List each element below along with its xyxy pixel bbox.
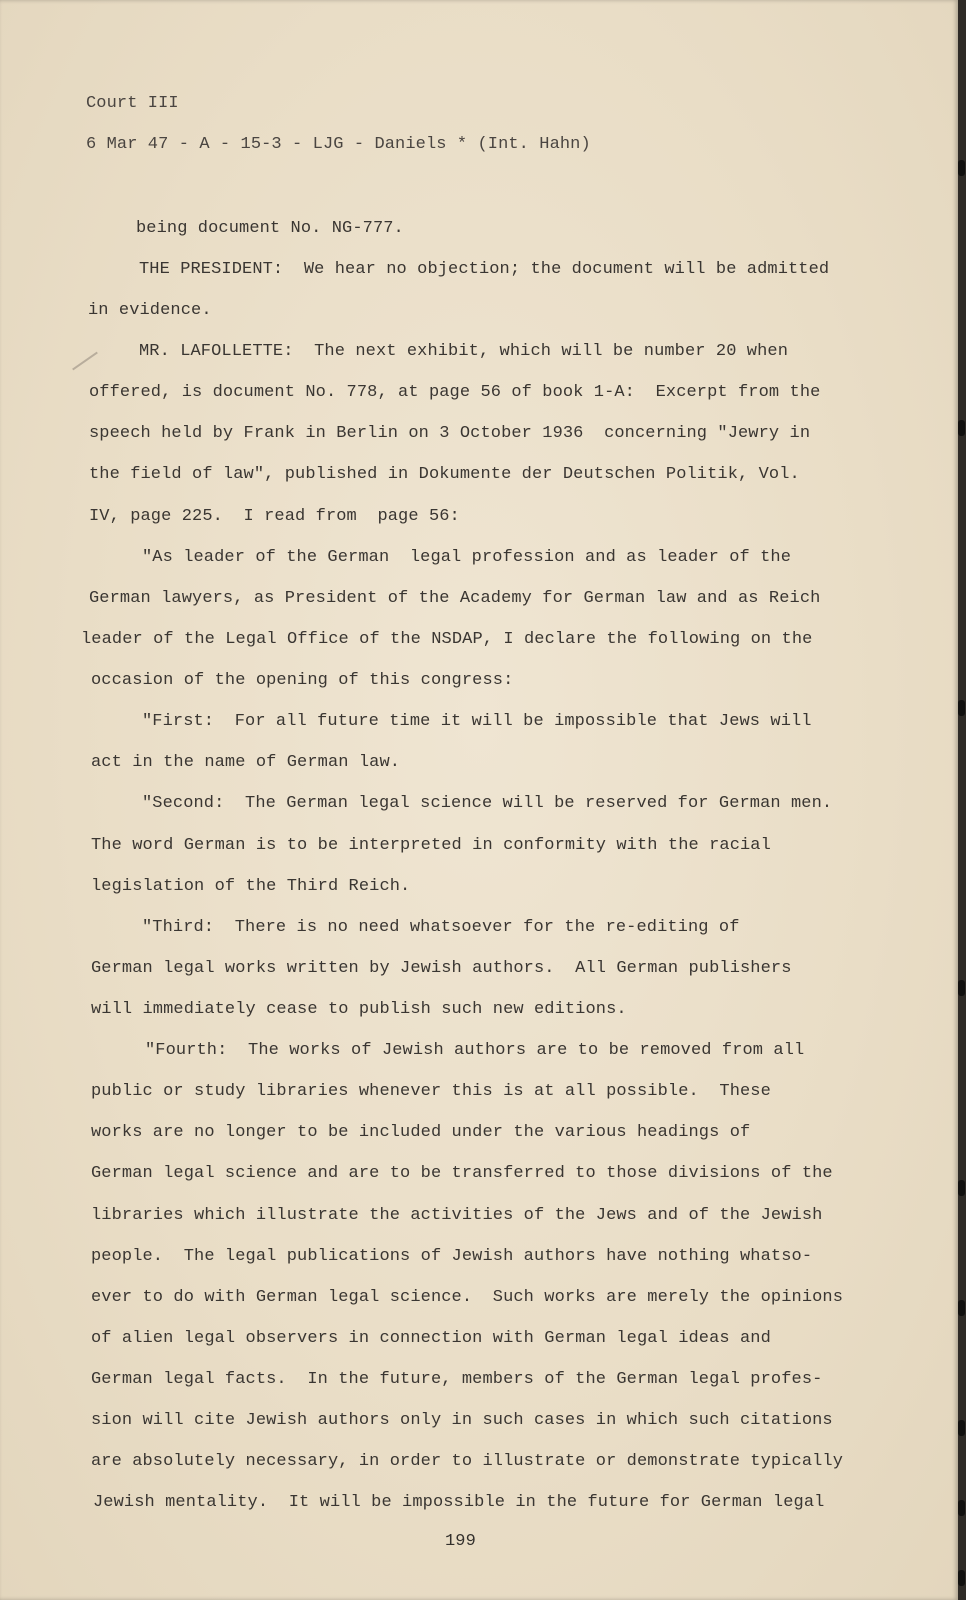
binding-hole	[958, 1180, 965, 1196]
transcript-line: German legal works written by Jewish authors. All German publishers	[91, 959, 792, 978]
transcript-line: "First: For all future time it will be impossible that Jews will	[142, 712, 812, 731]
transcript-line: works are no longer to be included under the various headings of	[91, 1123, 751, 1142]
transcript-line: being document No. NG-777.	[136, 219, 404, 238]
transcript-line: Jewish mentality. It will be impossible in the future for German legal	[93, 1493, 825, 1512]
binding-hole	[958, 700, 965, 716]
transcript-line: "Third: There is no need whatsoever for the re-editing of	[142, 918, 740, 937]
binding-strip	[958, 0, 966, 1600]
transcript-line: "Fourth: The works of Jewish authors are to be removed from all	[145, 1041, 805, 1060]
transcript-line: in evidence.	[88, 301, 212, 320]
transcript-line: IV, page 225. I read from page 56:	[89, 507, 460, 526]
transcript-line: MR. LAFOLLETTE: The next exhibit, which will be number 20 when	[139, 342, 789, 361]
transcript-line: people. The legal publications of Jewish authors have nothing whatso-	[91, 1247, 813, 1266]
binding-hole	[958, 1500, 965, 1516]
binding-hole	[958, 1300, 965, 1316]
court-header: Court III	[86, 94, 179, 113]
transcript-line: public or study libraries whenever this is at all possible. These	[91, 1082, 771, 1101]
transcript-line: German lawyers, as President of the Academy for German law and as Reich	[89, 589, 821, 608]
transcript-line: The word German is to be interpreted in conformity with the racial	[91, 836, 771, 855]
transcript-line: leader of the Legal Office of the NSDAP, I declare the following on the	[81, 630, 813, 649]
transcript-line: occasion of the opening of this congress:	[91, 671, 514, 690]
transcript-line: speech held by Frank in Berlin on 3 October 1936 concerning "Jewry in	[89, 424, 811, 443]
transcript-line: libraries which illustrate the activities of the Jews and of the Jewish	[91, 1206, 823, 1225]
transcript-line: "As leader of the German legal profession and as leader of the	[142, 548, 792, 567]
transcript-line: of alien legal observers in connection with German legal ideas and	[91, 1329, 771, 1348]
binding-hole	[958, 1570, 965, 1586]
transcript-line: legislation of the Third Reich.	[91, 877, 411, 896]
transcript-line: German legal facts. In the future, members of the German legal profes-	[91, 1370, 823, 1389]
transcript-line: are absolutely necessary, in order to illustrate or demonstrate typically	[91, 1452, 844, 1471]
transcript-line: offered, is document No. 778, at page 56 of book 1-A: Excerpt from the	[89, 383, 821, 402]
binding-hole	[958, 160, 965, 176]
transcript-line: German legal science and are to be transferred to those divisions of the	[91, 1164, 833, 1183]
transcript-line: the field of law", published in Dokumente der Deutschen Politik, Vol.	[89, 465, 800, 484]
session-header: 6 Mar 47 - A - 15-3 - LJG - Daniels * (Int. Hahn)	[86, 135, 591, 154]
transcript-line: act in the name of German law.	[91, 753, 401, 772]
transcript-line: will immediately cease to publish such new editions.	[91, 1000, 627, 1019]
transcript-line: "Second: The German legal science will be reserved for German men.	[142, 794, 833, 813]
binding-hole	[958, 1420, 965, 1436]
binding-hole	[958, 980, 965, 996]
page-number: 199	[445, 1532, 476, 1551]
binding-hole	[958, 420, 965, 436]
transcript-line: sion will cite Jewish authors only in such cases in which such citations	[91, 1411, 833, 1430]
transcript-line: THE PRESIDENT: We hear no objection; the document will be admitted	[139, 260, 830, 279]
transcript-line: ever to do with German legal science. Such works are merely the opinions	[91, 1288, 844, 1307]
pencil-mark	[72, 352, 98, 371]
